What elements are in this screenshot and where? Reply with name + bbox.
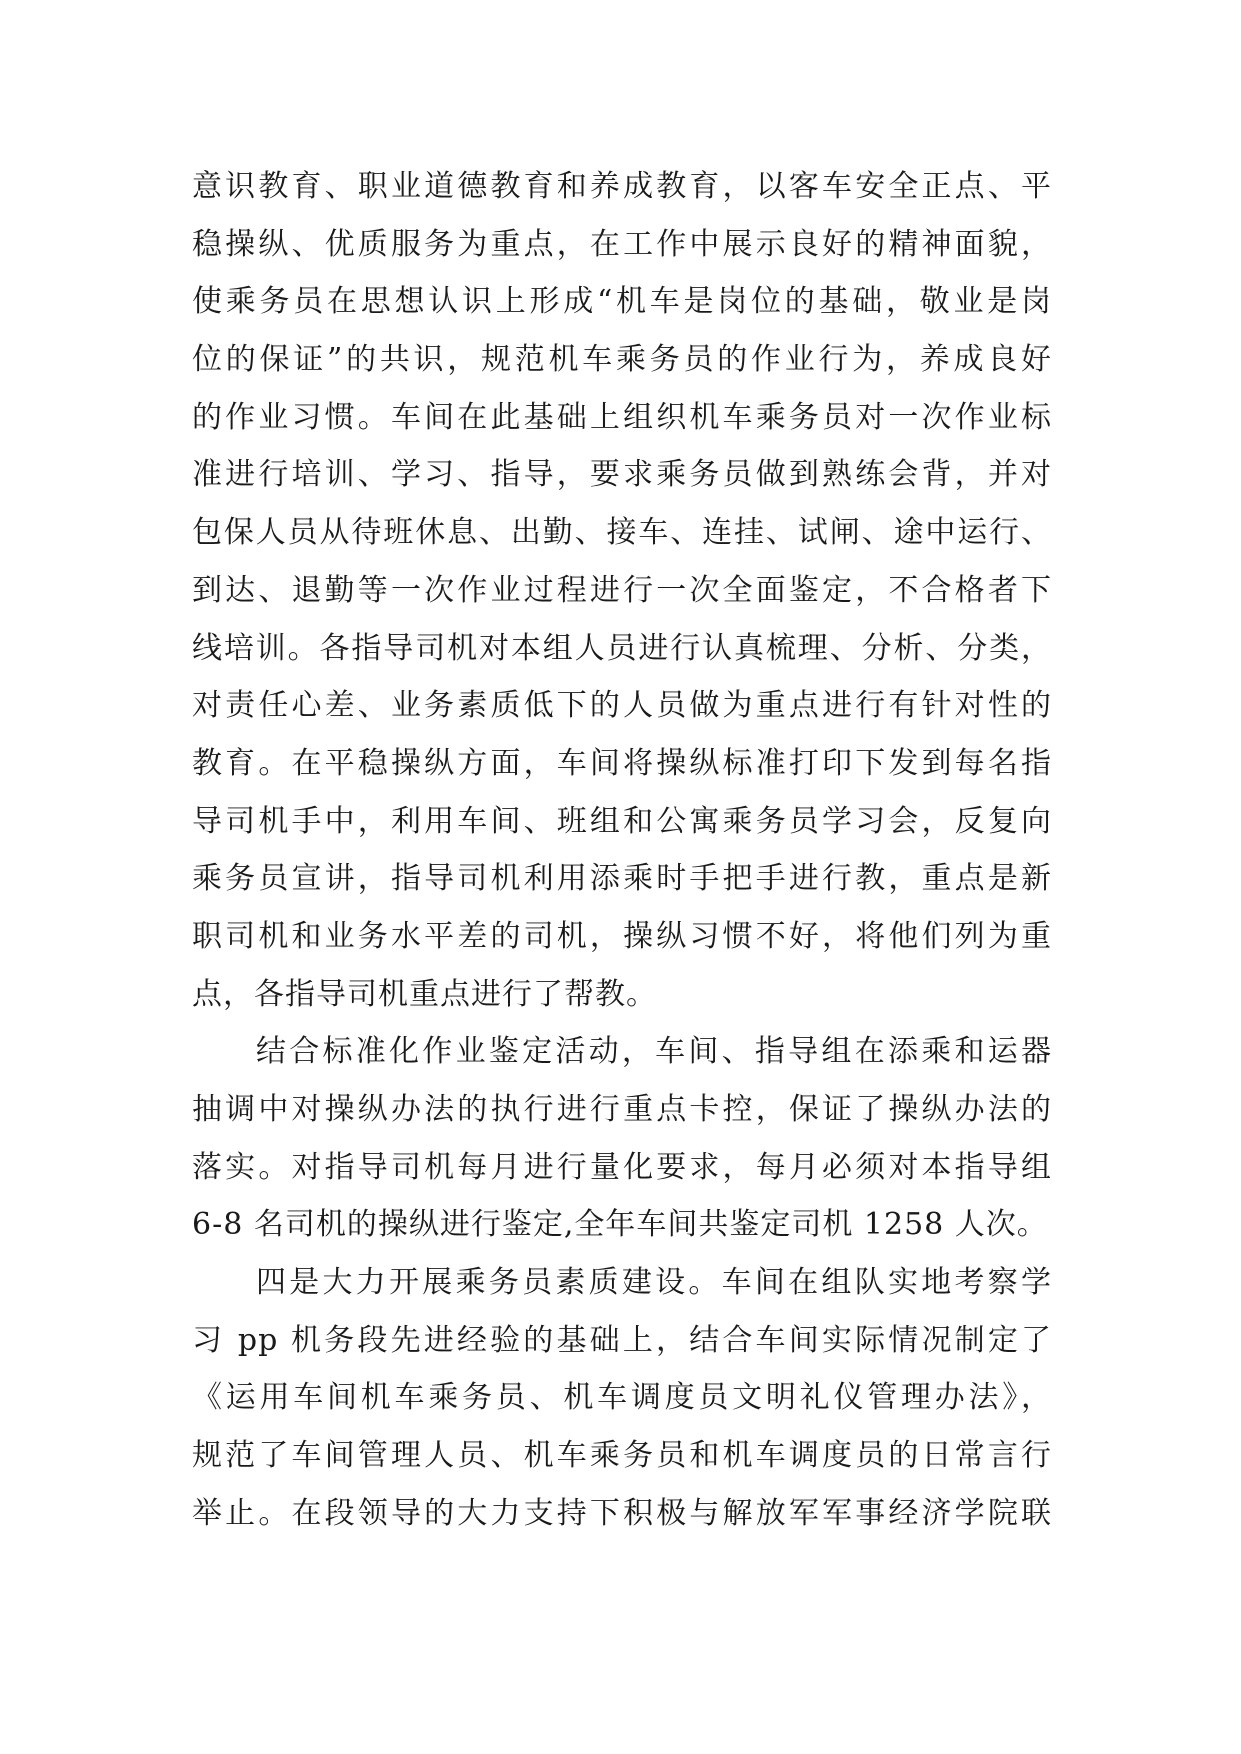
text-line: 举止。在段领导的大力支持下积极与解放军军事经济学院联 — [192, 1495, 1052, 1531]
text-line: 落实。对指导司机每月进行量化要求，每月必须对本指导组 — [192, 1149, 1052, 1185]
body-text — [192, 158, 1052, 1543]
text-line: 规范了车间管理人员、机车乘务员和机车调度员的日常言行 — [192, 1438, 1052, 1474]
text-line: 四是大力开展乘务员素质建设。车间在组队实地考察学 — [256, 1265, 1052, 1301]
text-line: 导司机手中，利用车间、班组和公寓乘务员学习会，反复向 — [192, 803, 1052, 839]
text-line: 意识教育、职业道德教育和养成教育，以客车安全正点、平 — [192, 169, 1052, 204]
text-line: 的作业习惯。车间在此基础上组织机车乘务员对一次作业标 — [192, 399, 1052, 435]
text-line: 《运用车间机车乘务员、机车调度员文明礼仪管理办法》， — [192, 1380, 1052, 1416]
text-line: 线培训。各指导司机对本组人员进行认真梳理、分析、分类， — [192, 630, 1052, 666]
text-line: 习 pp 机务段先进经验的基础上，结合车间实际情况制定了 — [192, 1322, 1052, 1358]
text-line: 职司机和业务水平差的司机，操纵习惯不好，将他们列为重 — [192, 918, 1052, 954]
text-line: 结合标准化作业鉴定活动，车间、指导组在添乘和运器 — [256, 1034, 1052, 1070]
text-line: 到达、退勤等一次作业过程进行一次全面鉴定，不合格者下 — [192, 572, 1052, 608]
text-line: 教育。在平稳操纵方面，车间将操纵标准打印下发到每名指 — [192, 745, 1052, 781]
text-line: 包保人员从待班休息、出勤、接车、连挂、试闸、途中运行、 — [192, 515, 1052, 551]
text-line: 稳操纵、优质服务为重点，在工作中展示良好的精神面貌， — [192, 226, 1052, 262]
text-line: 使乘务员在思想认识上形成“机车是岗位的基础，敬业是岗 — [192, 284, 1052, 320]
text-line: 对责任心差、业务素质低下的人员做为重点进行有针对性的 — [192, 688, 1052, 724]
text-line: 准进行培训、学习、指导，要求乘务员做到熟练会背，并对 — [192, 457, 1052, 493]
text-line: 乘务员宣讲，指导司机利用添乘时手把手进行教，重点是新 — [192, 861, 1052, 897]
text-line: 6-8 名司机的操纵进行鉴定,全年车间共鉴定司机 1258 人次。 — [192, 1207, 1048, 1243]
text-line: 抽调中对操纵办法的执行进行重点卡控，保证了操纵办法的 — [192, 1092, 1052, 1127]
text-line: 位的保证”的共识，规范机车乘务员的作业行为，养成良好 — [192, 342, 1052, 378]
text-line: 点，各指导司机重点进行了帮教。 — [192, 976, 657, 1012]
